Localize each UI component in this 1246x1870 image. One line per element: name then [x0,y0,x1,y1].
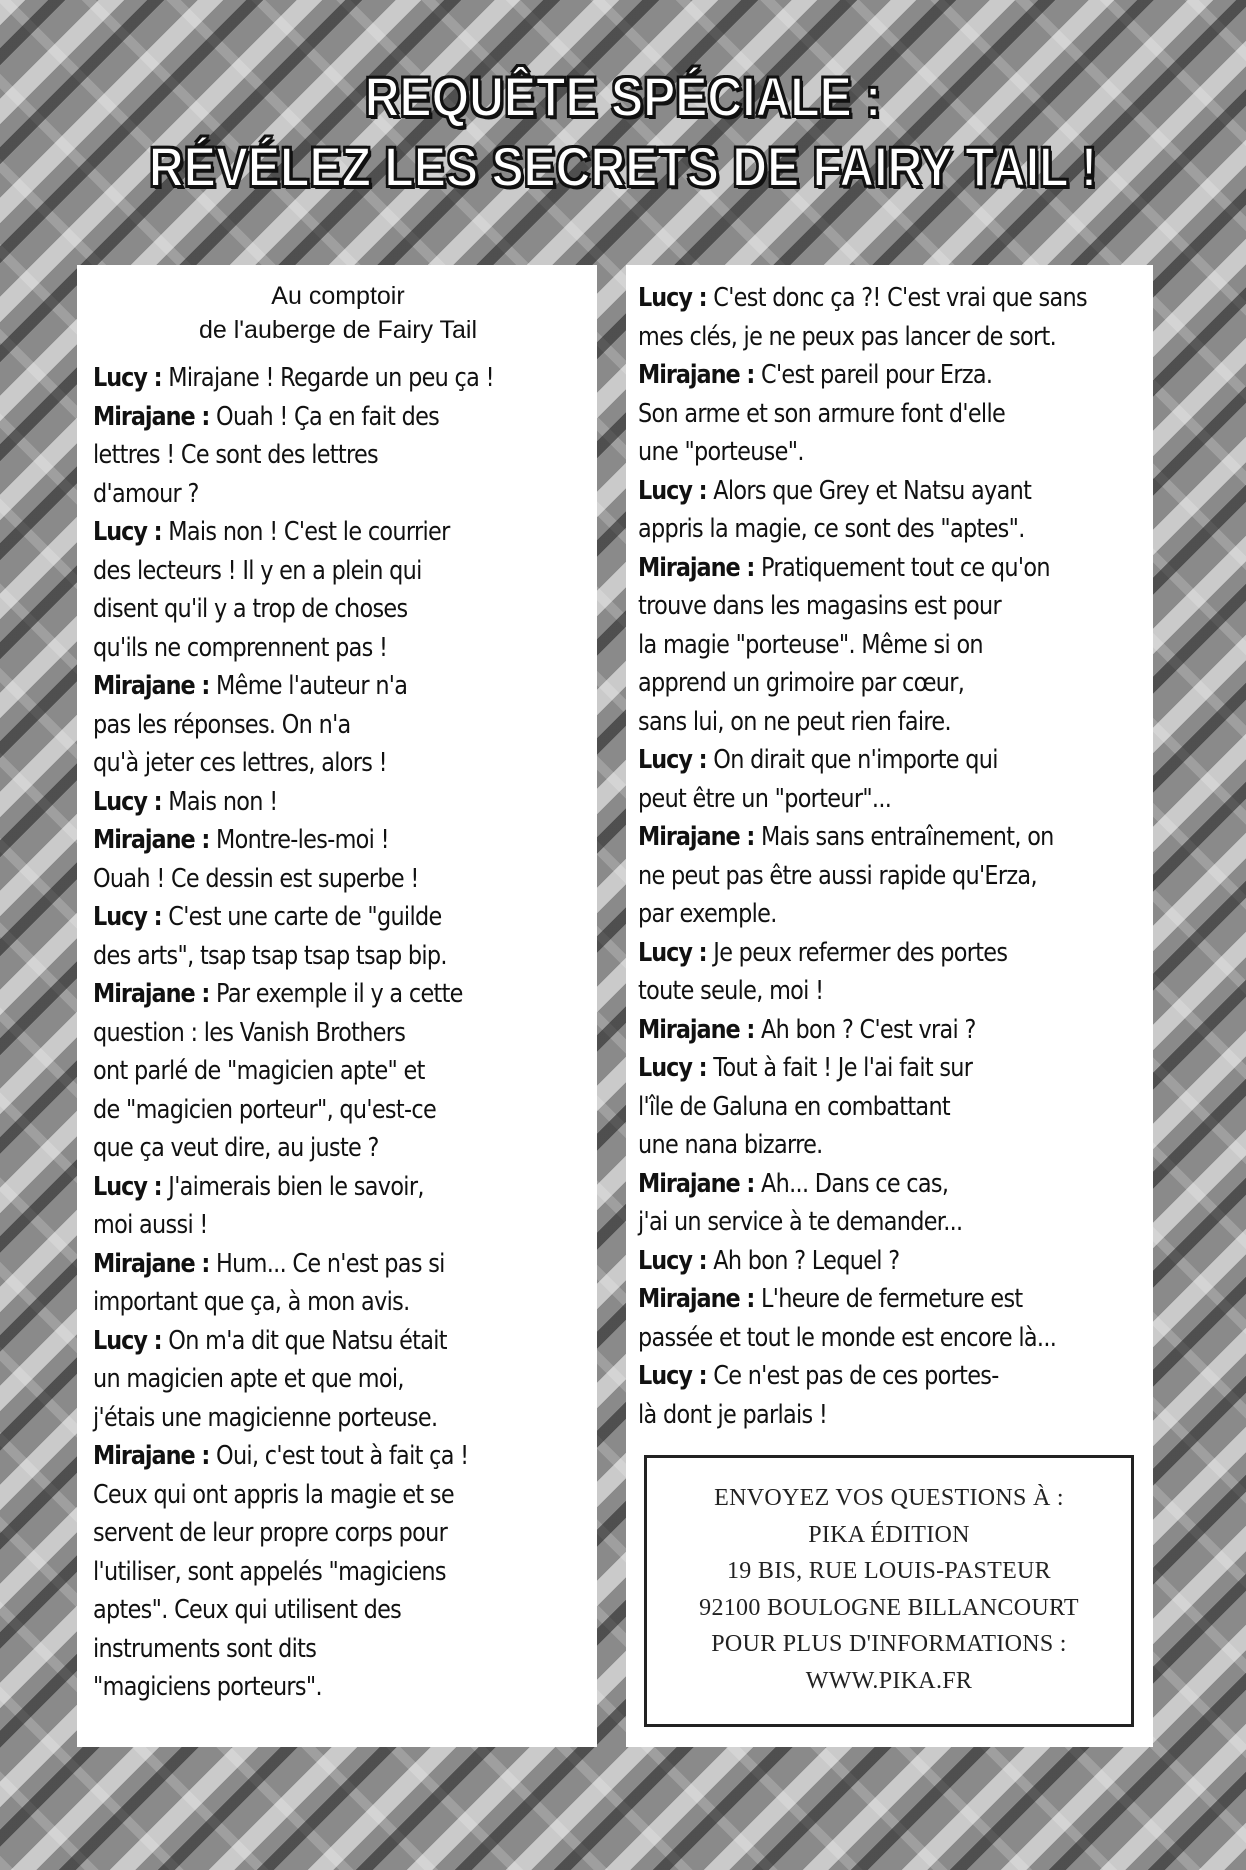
dialogue-line [638,1357,1069,1396]
heading-line-2: de l'auberge de Fairy Tail [198,316,478,344]
dialogue-text: l'utiliser, sont appelés "magiciens [93,1556,446,1587]
dialogue-text: Oui, c'est tout à fait ça ! [216,1441,469,1471]
left-dialogue-panel [77,265,597,1747]
dialogue-line [638,587,1069,626]
dialogue-text: aptes". Ceux qui utilisent des [93,1595,402,1625]
dialogue-text: la magie "porteuse". Même si on [638,629,983,660]
dialogue-line [638,1203,1069,1242]
dialogue-line [93,436,514,475]
dialogue-text: L'heure de fermeture est [761,1284,1023,1314]
dialogue-text: Alors que Grey et Natsu ayant [713,475,1032,506]
speaker-name: Mirajane : [93,1248,217,1279]
speaker-name: Mirajane : [638,552,762,583]
dialogue-text: Ouah ! Ça en fait des [216,401,440,432]
speaker-name: Mirajane : [638,1168,762,1199]
dialogue-text: de "magicien porteur", qu'est-ce [93,1094,437,1125]
dialogue-text: qu'ils ne comprennent pas ! [93,632,388,663]
dialogue-text: "magiciens porteurs". [93,1672,322,1702]
dialogue-line [638,356,1069,395]
speaker-name: Mirajane : [638,1014,762,1045]
dialogue-text: C'est pareil pour Erza. [761,360,993,390]
dialogue-line [93,1283,514,1322]
dialogue-text: Son arme et son armure font d'elle [638,398,1006,429]
speaker-name: Lucy : [638,937,714,968]
dialogue-line [93,1476,514,1515]
dialogue-text: peut être un "porteur"... [638,783,892,814]
dialogue-text: d'amour ? [93,478,199,509]
dialogue-line [93,629,514,668]
dialogue-line [93,1245,514,1284]
dialogue-text: Ce n'est pas de ces portes- [713,1361,999,1391]
dialogue-text: C'est une carte de "guilde [168,902,442,932]
dialogue-text: Hum... Ce n'est pas si [216,1248,445,1279]
dialogue-line [638,857,1069,896]
speaker-name: Mirajane : [93,979,217,1009]
dialogue-text: pas les réponses. On n'a [93,709,351,740]
left-dialogue-lines [93,359,583,1707]
dialogue-line [93,1360,514,1399]
address-line: 19 BIS, RUE LOUIS-PASTEUR [727,1558,1051,1584]
dialogue-text: J'aimerais bien le savoir, [168,1171,424,1202]
dialogue-line [93,1553,514,1592]
dialogue-text: Montre-les-moi ! [216,825,389,855]
dialogue-text: lettres ! Ce sont des lettres [93,440,379,470]
speaker-name: Lucy : [93,902,169,932]
dialogue-text: que ça veut dire, au juste ? [93,1133,379,1163]
dialogue-text: instruments sont dits [93,1633,317,1664]
dialogue-line [638,279,1087,318]
right-dialogue-lines [638,279,1139,1434]
dialogue-text: Mirajane ! Regarde un peu ça ! [168,363,494,393]
dialogue-line [93,1129,514,1168]
dialogue-line [638,1319,1069,1358]
dialogue-text: question : les Vanish Brothers [93,1017,406,1048]
speaker-name: Lucy : [638,475,714,506]
speaker-name: Lucy : [638,1053,714,1083]
dialogue-line [638,472,1069,511]
dialogue-line [638,664,1069,703]
address-line: 92100 BOULOGNE BILLANCOURT [699,1594,1079,1621]
dialogue-text: Ceux qui ont appris la magie et se [93,1479,454,1510]
dialogue-line [638,934,1069,973]
dialogue-line [638,1049,1069,1088]
dialogue-line [638,549,1069,588]
dialogue-line [93,513,514,552]
dialogue-text: appris la magie, ce sont des "aptes". [638,514,1025,544]
page-title [0,62,1246,202]
dialogue-line [93,975,514,1014]
dialogue-line [93,706,514,745]
address-line: ENVOYEZ VOS QUESTIONS À : [714,1485,1064,1511]
dialogue-line [93,1168,514,1207]
speaker-name: Mirajane : [93,1441,217,1471]
dialogue-text: ne peut pas être aussi rapide qu'Erza, [638,860,1037,891]
dialogue-line [93,744,514,783]
speaker-name: Lucy : [638,1245,714,1276]
dialogue-text: On m'a dit que Natsu était [168,1325,447,1356]
dialogue-line [638,318,1069,357]
dialogue-line [93,783,514,822]
dialogue-text: des arts", tsap tsap tsap tsap bip. [93,940,447,971]
dialogue-line [638,626,1069,665]
dialogue-text: passée et tout le monde est encore là... [638,1322,1057,1353]
dialogue-text: une nana bizarre. [638,1130,823,1160]
dialogue-line [93,590,514,629]
dialogue-text: ont parlé de "magicien apte" et [93,1056,425,1086]
dialogue-line [93,1014,514,1053]
dialogue-text: qu'à jeter ces lettres, alors ! [93,748,387,778]
dialogue-text: trouve dans les magasins est pour [638,591,1001,621]
dialogue-line [93,1514,514,1553]
address-line: PIKA ÉDITION [808,1521,970,1548]
speaker-name: Lucy : [638,745,714,775]
dialogue-text: par exemple. [638,899,777,929]
dialogue-line [93,1399,514,1438]
dialogue-text: Mais non ! [168,786,278,817]
dialogue-text: Mais sans entraînement, on [761,822,1054,852]
speaker-name: Mirajane : [93,401,217,432]
dialogue-line [93,475,514,514]
dialogue-line [93,552,514,591]
dialogue-text: servent de leur propre corps pour [93,1518,448,1548]
address-website: WWW.PIKA.FR [805,1667,973,1694]
dialogue-text: l'île de Galuna en combattant [638,1091,951,1122]
dialogue-line [93,821,514,860]
dialogue-line [93,398,514,437]
dialogue-line [638,433,1069,472]
dialogue-line [93,1052,514,1091]
dialogue-text: Ah... Dans ce cas, [761,1168,949,1199]
dialogue-line [638,703,1069,742]
dialogue-line [93,898,514,937]
dialogue-text: apprend un grimoire par cœur, [638,668,965,698]
dialogue-text: Pratiquement tout ce qu'on [761,552,1050,583]
dialogue-text: Même l'auteur n'a [216,671,408,701]
dialogue-line [638,1165,1069,1204]
dialogue-line [93,1630,514,1669]
speaker-name: Lucy : [638,283,714,313]
dialogue-text: j'étais une magicienne porteuse. [93,1402,438,1433]
speaker-name: Lucy : [93,517,169,547]
speaker-name: Mirajane : [638,1284,762,1314]
dialogue-line [93,1437,514,1476]
speaker-name: Lucy : [93,363,169,393]
dialogue-text: là dont je parlais ! [638,1399,828,1430]
dialogue-line [638,1011,1069,1050]
dialogue-text: Par exemple il y a cette [216,979,463,1009]
dialogue-text: toute seule, moi ! [638,976,824,1006]
dialogue-line [93,667,514,706]
speaker-name: Mirajane : [93,825,217,855]
dialogue-text: un magicien apte et que moi, [93,1364,404,1394]
dialogue-line [93,1206,514,1245]
dialogue-text: des lecteurs ! Il y en a plein qui [93,555,422,586]
dialogue-line [638,741,1069,780]
dialogue-text: disent qu'il y a trop de choses [93,594,408,624]
dialogue-text: mes clés, je ne peux pas lancer de sort. [638,321,1057,352]
dialogue-text: Ah bon ? Lequel ? [713,1245,900,1276]
title-line-2: RÉVÉLEZ LES SECRETS DE FAIRY TAIL ! [148,135,1098,198]
dialogue-line [638,1280,1069,1319]
dialogue-line [638,895,1069,934]
dialogue-line [93,1591,514,1630]
dialogue-text: moi aussi ! [93,1210,208,1240]
dialogue-line [638,1242,1069,1281]
dialogue-line [93,1091,514,1130]
dialogue-line [93,1322,514,1361]
dialogue-text: Je peux refermer des portes [713,937,1008,968]
speaker-name: Mirajane : [638,360,762,390]
speaker-name: Lucy : [93,1325,169,1356]
dialogue-line [638,510,1069,549]
dialogue-text: Mais non ! C'est le courrier [168,517,450,547]
dialogue-line [638,1126,1069,1165]
dialogue-line [638,1088,1069,1127]
dialogue-text: C'est donc ça ?! C'est vrai que sans [713,283,1087,313]
dialogue-line [638,780,1069,819]
dialogue-text: Tout à fait ! Je l'ai fait sur [713,1053,973,1083]
dialogue-line [638,1396,1069,1435]
speaker-name: Mirajane : [93,671,217,701]
heading-line-1: Au comptoir [271,282,405,310]
dialogue-text: important que ça, à mon avis. [93,1287,410,1317]
dialogue-line [638,972,1069,1011]
dialogue-text: j'ai un service à te demander... [638,1207,963,1237]
speaker-name: Lucy : [638,1361,714,1391]
address-box [644,1455,1134,1727]
speaker-name: Mirajane : [638,822,762,852]
dialogue-line [638,395,1069,434]
speaker-name: Lucy : [93,786,169,817]
dialogue-text: On dirait que n'importe qui [713,745,998,775]
dialogue-text: Ah bon ? C'est vrai ? [761,1014,976,1045]
speaker-name: Lucy : [93,1171,169,1202]
dialogue-line [638,818,1069,857]
dialogue-line [93,860,514,899]
address-line: POUR PLUS D'INFORMATIONS : [711,1631,1067,1657]
title-line-1: REQUÊTE SPÉCIALE : [364,65,882,128]
dialogue-line [93,359,514,398]
dialogue-text: une "porteuse". [638,437,804,467]
dialogue-line [93,937,514,976]
dialogue-line [93,1668,514,1707]
panel-heading [93,279,583,347]
dialogue-text: Ouah ! Ce dessin est superbe ! [93,863,419,894]
dialogue-text: sans lui, on ne peut rien faire. [638,706,951,737]
